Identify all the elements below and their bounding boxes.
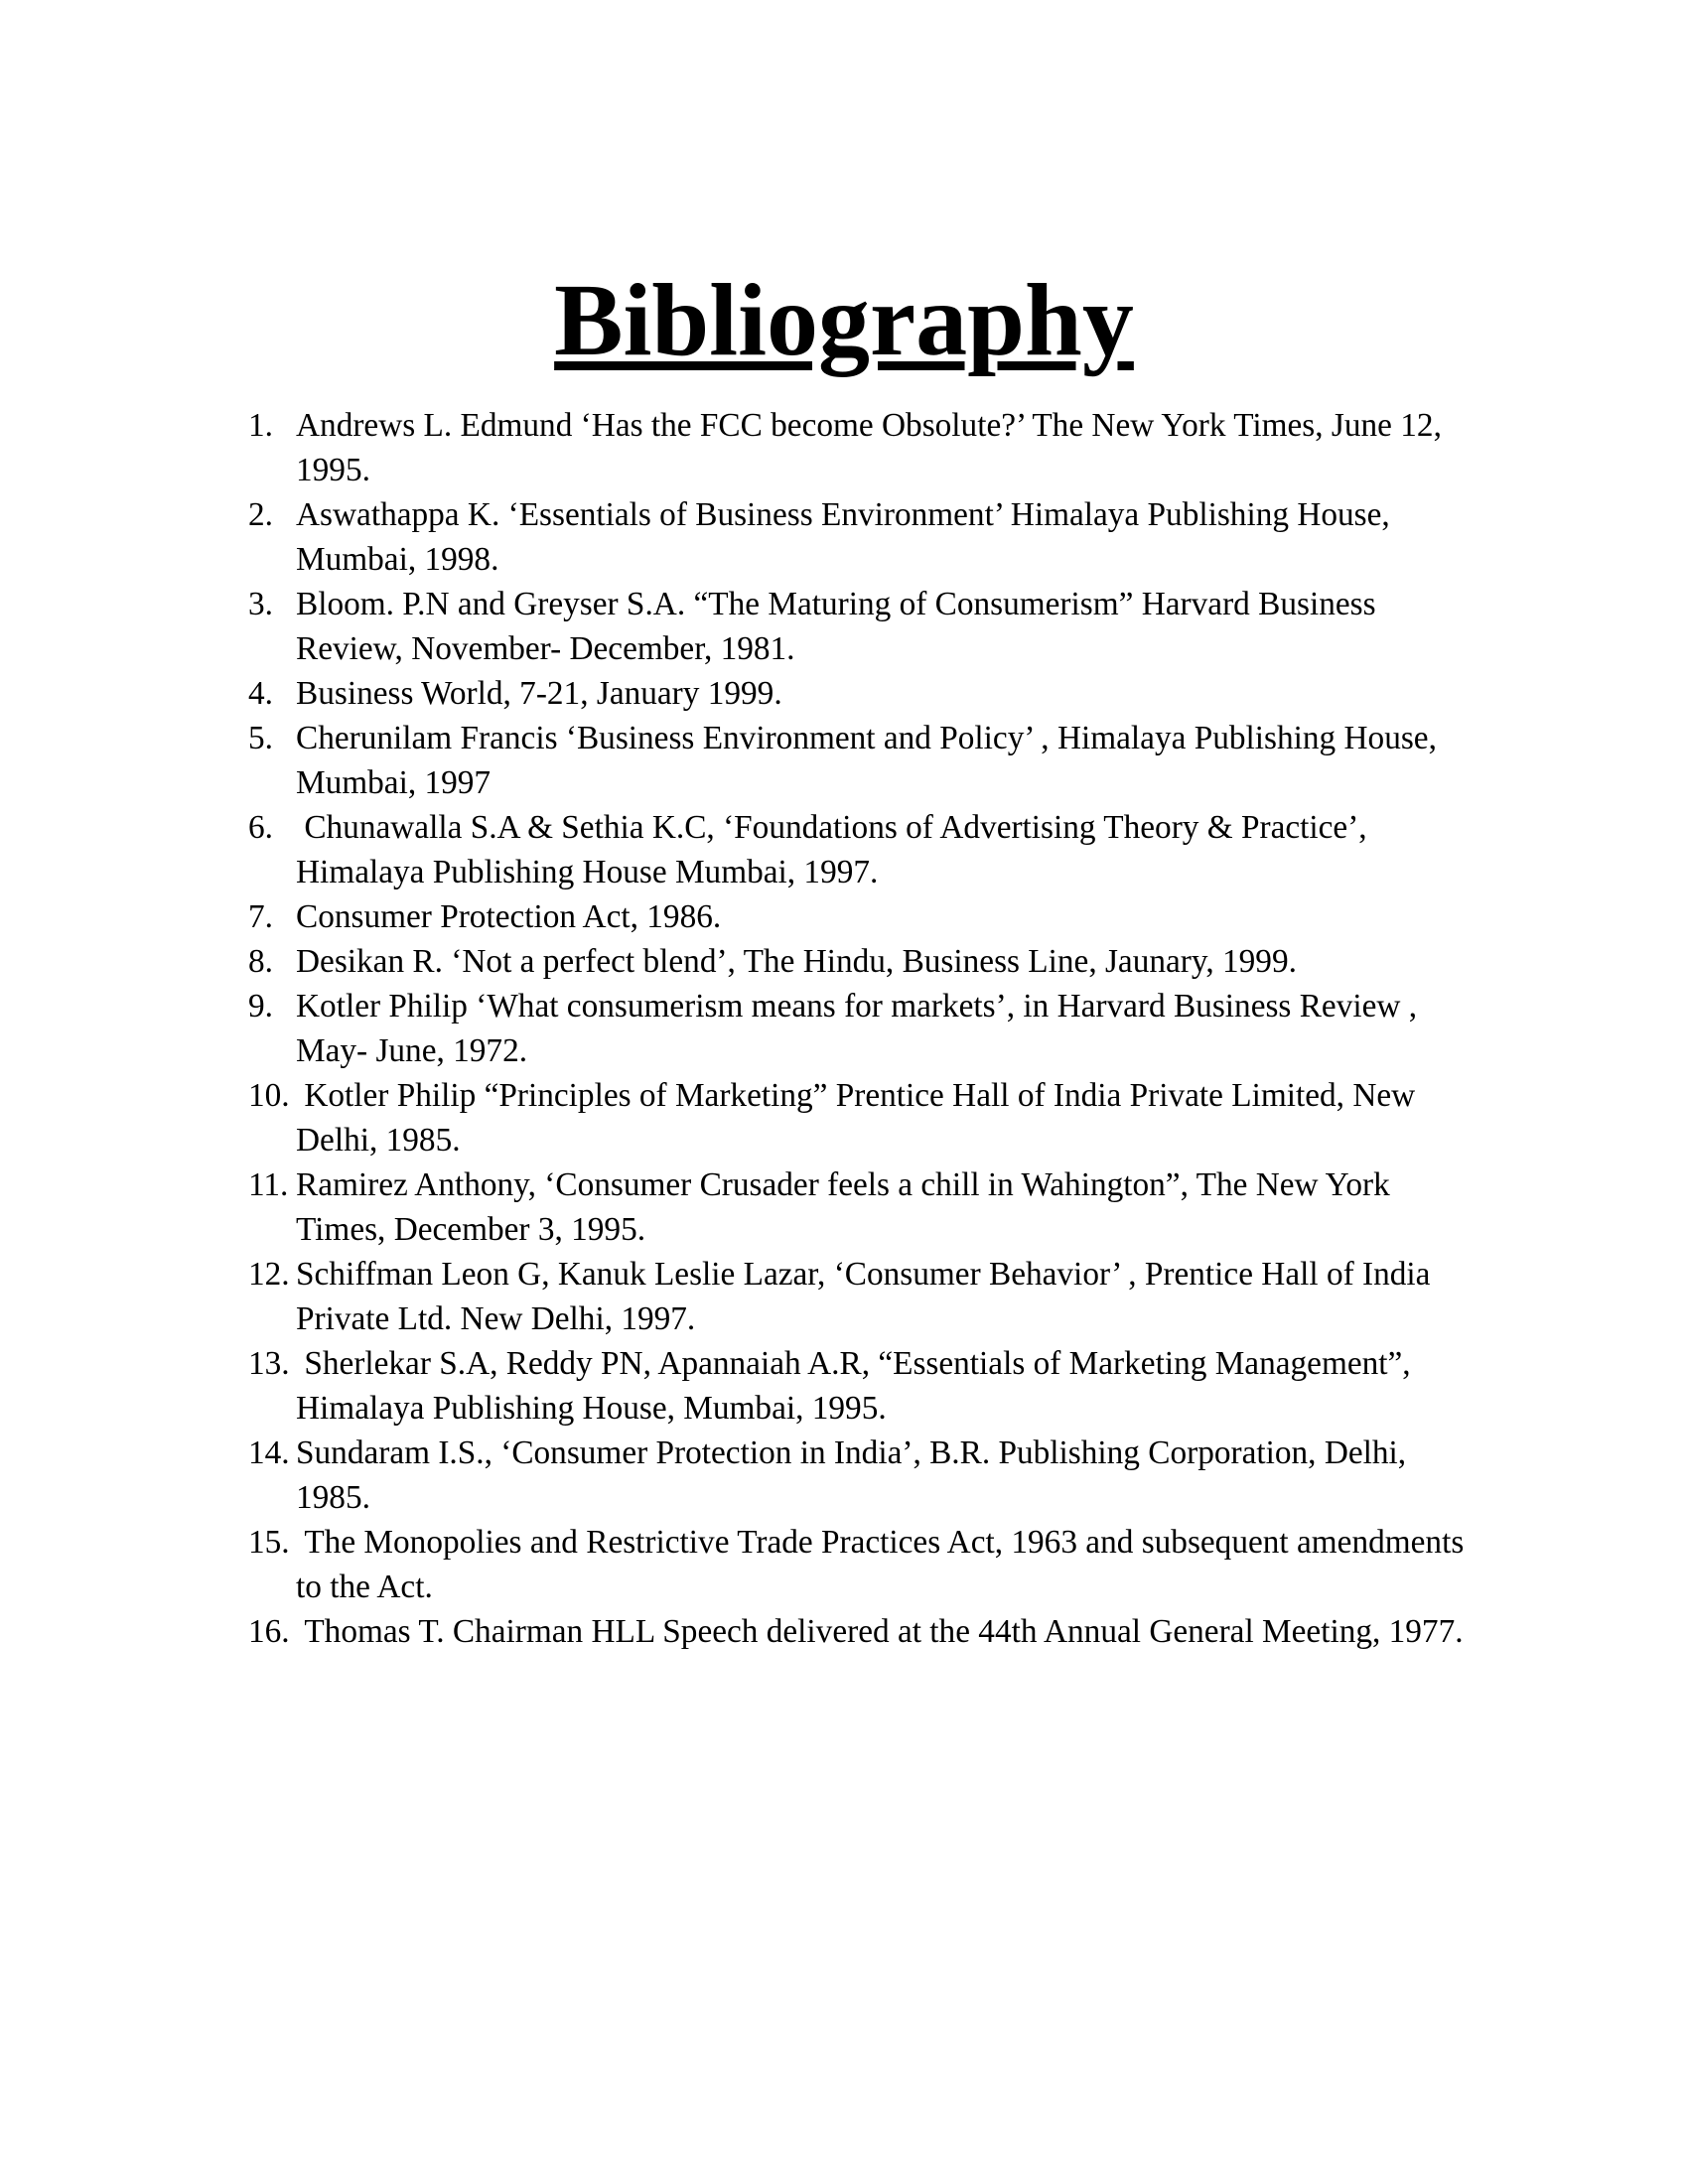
entry-text: Sherlekar S.A, Reddy PN, Apannaiah A.R, “Essentials of Marketing Management”, Himalaya Publishing House, Mumbai, 1995. bbox=[296, 1345, 1419, 1427]
entry-text: Ramirez Anthony, ‘Consumer Crusader feels a chill in Wahington”, The New York Times, December 3, 1995. bbox=[296, 1166, 1398, 1248]
entry-text: Bloom. P.N and Greyser S.A. “The Maturing of Consumerism” Harvard Business Review, November- December, 1981. bbox=[296, 586, 1384, 667]
bibliography-entry bbox=[248, 984, 1688, 1073]
entry-number: 13. bbox=[248, 1345, 290, 1382]
bibliography-entry bbox=[248, 671, 1688, 716]
bibliography-entry bbox=[248, 805, 1688, 894]
entry-number: 12. bbox=[248, 1256, 290, 1293]
entry-number: 11. bbox=[248, 1166, 289, 1203]
bibliography-entry bbox=[248, 582, 1688, 671]
entry-text: Business World, 7-21, January 1999. bbox=[296, 675, 782, 712]
entry-number: 9. bbox=[248, 988, 273, 1024]
entry-text: Andrews L. Edmund ‘Has the FCC become Obsolute?’ The New York Times, June 12, 1995. bbox=[296, 407, 1451, 488]
entry-number: 10. bbox=[248, 1077, 290, 1114]
entry-number: 16. bbox=[248, 1613, 290, 1650]
entry-number: 2. bbox=[248, 496, 273, 533]
entry-text: Aswathappa K. ‘Essentials of Business Environment’ Himalaya Publishing House, Mumbai, 1998. bbox=[296, 496, 1399, 578]
bibliography-entry bbox=[248, 939, 1688, 984]
bibliography-entry bbox=[248, 716, 1688, 805]
entry-text: The Monopolies and Restrictive Trade Practices Act, 1963 and subsequent amendments to the Act. bbox=[296, 1524, 1473, 1605]
bibliography-entry bbox=[248, 403, 1688, 492]
entry-number: 1. bbox=[248, 407, 273, 444]
entry-text: Sundaram I.S., ‘Consumer Protection in India’, B.R. Publishing Corporation, Delhi, 1985. bbox=[296, 1434, 1415, 1516]
entry-text: Thomas T. Chairman HLL Speech delivered at the 44th Annual General Meeting, 1977. bbox=[296, 1613, 1464, 1650]
entry-text: Schiffman Leon G, Kanuk Leslie Lazar, ‘Consumer Behavior’ , Prentice Hall of India Private Ltd. New Delhi, 1997. bbox=[296, 1256, 1439, 1337]
bibliography-entry bbox=[248, 1252, 1688, 1341]
entry-text: Chunawalla S.A & Sethia K.C, ‘Foundations of Advertising Theory & Practice’, Himalaya Publishing House Mumbai, 1997. bbox=[296, 809, 1375, 890]
bibliography-entry bbox=[248, 1431, 1688, 1520]
entry-number: 14. bbox=[248, 1434, 290, 1471]
entry-text: Kotler Philip ‘What consumerism means for markets’, in Harvard Business Review , May- June, 1972. bbox=[296, 988, 1426, 1069]
bibliography-entry bbox=[248, 492, 1688, 582]
page-title bbox=[0, 263, 1688, 377]
entry-number: 8. bbox=[248, 943, 273, 980]
bibliography-list bbox=[248, 403, 1688, 1654]
entry-number: 3. bbox=[248, 586, 273, 622]
entry-number: 15. bbox=[248, 1524, 290, 1561]
entry-text: Kotler Philip “Principles of Marketing” Prentice Hall of India Private Limited, New Delhi, 1985. bbox=[296, 1077, 1424, 1159]
entry-text: Cherunilam Francis ‘Business Environment and Policy’ , Himalaya Publishing House, Mumbai, 1997 bbox=[296, 720, 1446, 801]
bibliography-entry bbox=[248, 1341, 1688, 1431]
entry-number: 5. bbox=[248, 720, 273, 756]
entry-number: 6. bbox=[248, 809, 273, 846]
entry-number: 4. bbox=[248, 675, 273, 712]
bibliography-entry bbox=[248, 1162, 1688, 1252]
bibliography-entry bbox=[248, 1073, 1688, 1162]
bibliography-entry bbox=[248, 894, 1688, 939]
entry-text: Consumer Protection Act, 1986. bbox=[296, 898, 722, 935]
entry-number: 7. bbox=[248, 898, 273, 935]
entry-text: Desikan R. ‘Not a perfect blend’, The Hindu, Business Line, Jaunary, 1999. bbox=[296, 943, 1297, 980]
bibliography-entry bbox=[248, 1609, 1688, 1654]
bibliography-entry bbox=[248, 1520, 1688, 1609]
page-title-text: Bibliography bbox=[554, 263, 1134, 377]
